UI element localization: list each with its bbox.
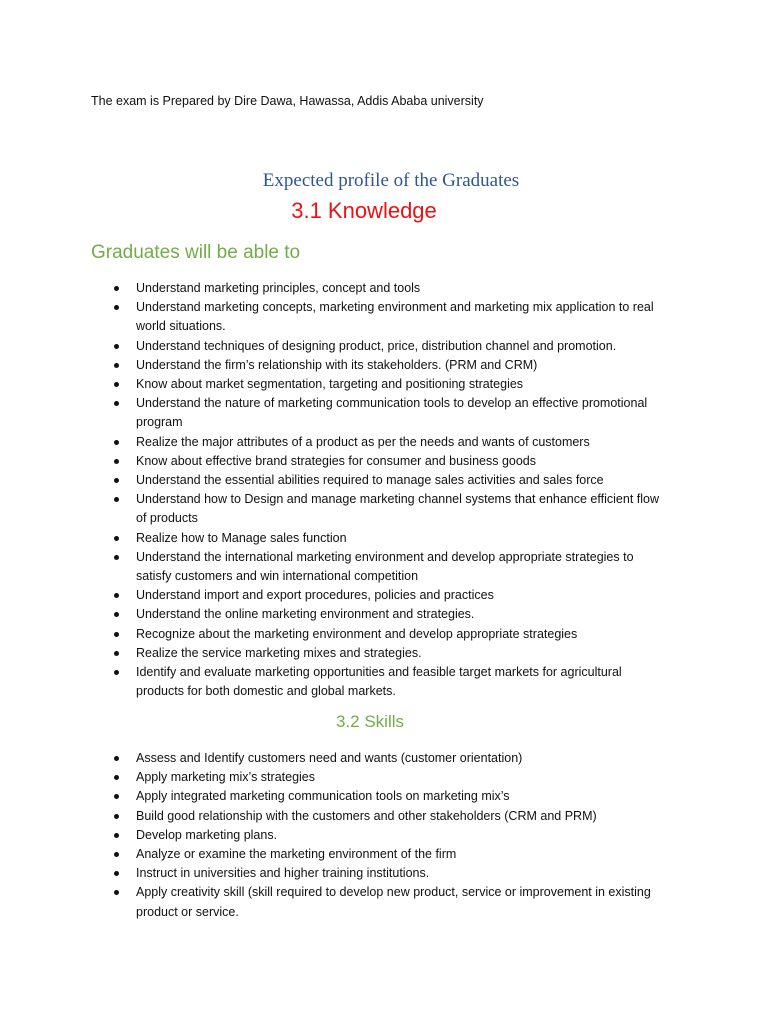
skills-list <box>0 749 768 922</box>
bullet-icon <box>114 459 119 464</box>
bullet-icon <box>114 286 119 291</box>
bullet-icon <box>114 363 119 368</box>
list-item-text: Understand the online marketing environment and strategies. <box>136 607 475 622</box>
list-item-text: Apply creativity skill (skill required to develop new product, service or improvement in existing product or service. <box>136 885 651 919</box>
list-item <box>0 375 672 394</box>
list-item-text: Identify and evaluate marketing opportunities and feasible target markets for agricultural products for both domestic and global markets. <box>136 665 622 699</box>
list-item-text: Understand the nature of marketing communication tools to develop an effective promotional program <box>136 396 648 430</box>
list-item-text: Understand marketing principles, concept and tools <box>136 281 421 295</box>
list-item-text: Realize the major attributes of a product as per the needs and wants of customers <box>136 434 590 449</box>
list-item <box>0 883 672 921</box>
bullet-icon <box>114 670 119 675</box>
list-item <box>0 807 672 826</box>
list-item <box>0 337 672 356</box>
list-item <box>0 529 672 548</box>
graduates-heading: Graduates will be able to <box>91 242 301 263</box>
bullet-icon <box>114 871 119 876</box>
list-item <box>0 663 672 701</box>
bullet-icon <box>114 401 119 406</box>
list-item <box>0 605 672 624</box>
bullet-icon <box>114 497 119 502</box>
knowledge-section-title: 3.1 Knowledge <box>291 198 437 223</box>
list-item <box>0 787 672 806</box>
skills-section-title: 3.2 Skills <box>335 712 405 731</box>
bullet-icon <box>114 651 119 656</box>
list-item <box>0 826 672 845</box>
bullet-icon <box>114 612 119 617</box>
list-item-text: Understand how to Design and manage marketing channel systems that enhance efficient flow of products <box>136 492 659 526</box>
list-item <box>0 490 672 528</box>
bullet-icon <box>114 382 119 387</box>
list-item <box>0 471 672 490</box>
bullet-icon <box>114 756 119 761</box>
list-item-text: Assess and Identify customers need and wants (customer orientation) <box>136 751 523 765</box>
list-item <box>0 586 672 605</box>
list-item <box>0 768 672 787</box>
list-item-text: Apply marketing mix’s strategies <box>136 770 316 785</box>
list-item <box>0 279 672 298</box>
list-item <box>0 452 672 471</box>
bullet-icon <box>114 536 119 541</box>
list-item-text: Build good relationship with the customers and other stakeholders (CRM and PRM) <box>136 808 597 823</box>
bullet-icon <box>114 852 119 857</box>
bullet-icon <box>114 344 119 349</box>
list-item-text: Develop marketing plans. <box>136 827 278 842</box>
list-item <box>0 749 672 768</box>
list-item <box>0 548 672 586</box>
list-item-text: Understand the international marketing environment and develop appropriate strategies to satisfy customers and win international competition <box>136 549 634 584</box>
list-item-text: Understand marketing concepts, marketing environment and marketing mix application to real world situations. <box>136 300 654 334</box>
list-item <box>0 433 672 452</box>
list-item-text: Know about market segmentation, targeting and positioning strategies <box>136 377 524 392</box>
list-item-text: Understand techniques of designing product, price, distribution channel and promotion. <box>136 338 617 353</box>
list-item-text: Understand import and export procedures, policies and practices <box>136 588 494 603</box>
bullet-icon <box>114 814 119 819</box>
bullet-icon <box>114 794 119 799</box>
list-item <box>0 394 672 432</box>
profile-title: Expected profile of the Graduates <box>262 170 520 191</box>
bullet-icon <box>114 890 119 895</box>
list-item-text: Recognize about the marketing environment and develop appropriate strategies <box>136 626 578 641</box>
list-item <box>0 356 672 375</box>
list-item <box>0 845 672 864</box>
list-item <box>0 625 672 644</box>
list-item-text: Understand the essential abilities required to manage sales activities and sales force <box>136 473 604 488</box>
bullet-icon <box>114 555 119 560</box>
list-item-text: Realize how to Manage sales function <box>136 530 347 545</box>
list-item-text: Apply integrated marketing communication tools on marketing mix’s <box>136 789 510 804</box>
list-item-text: Realize the service marketing mixes and strategies. <box>136 645 422 660</box>
bullet-icon <box>114 833 119 838</box>
prepared-by-note: The exam is Prepared by Dire Dawa, Hawassa, Addis Ababa university <box>91 94 484 108</box>
bullet-icon <box>114 593 119 598</box>
bullet-icon <box>114 775 119 780</box>
list-item-text: Know about effective brand strategies for consumer and business goods <box>136 453 537 468</box>
list-item <box>0 864 672 883</box>
bullet-icon <box>114 305 119 310</box>
list-item <box>0 644 672 663</box>
bullet-icon <box>114 478 119 483</box>
knowledge-list <box>0 279 768 701</box>
bullet-icon <box>114 440 119 445</box>
list-item <box>0 298 672 336</box>
bullet-icon <box>114 632 119 637</box>
list-item-text: Instruct in universities and higher training institutions. <box>136 866 430 881</box>
list-item-text: Understand the firm’s relationship with its stakeholders. (PRM and CRM) <box>136 357 538 372</box>
list-item-text: Analyze or examine the marketing environment of the firm <box>136 847 457 862</box>
